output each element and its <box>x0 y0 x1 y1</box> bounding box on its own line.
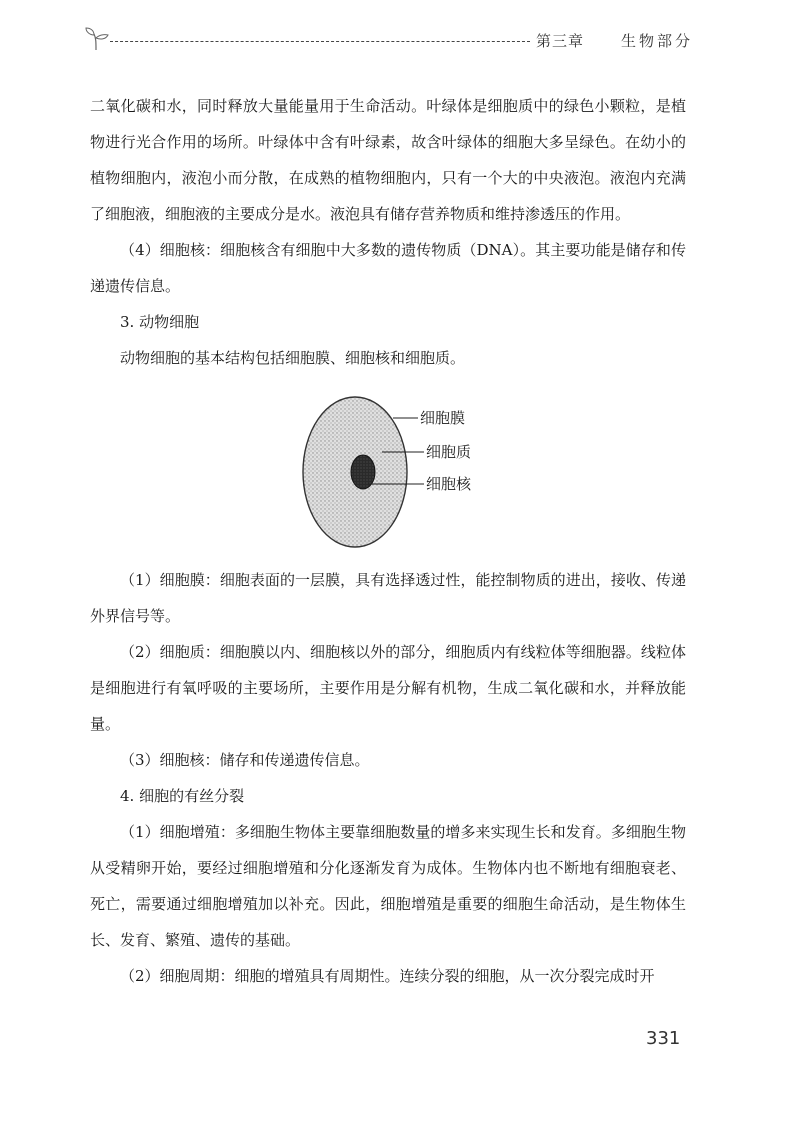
paragraph: （4）细胞核：细胞核含有细胞中大多数的遗传物质（DNA）。其主要功能是储存和传递遗传信息。 <box>90 241 686 295</box>
page-number: 331 <box>646 1028 681 1049</box>
paragraph: 动物细胞的基本结构包括细胞膜、细胞核和细胞质。 <box>120 349 466 367</box>
paragraph: （1）细胞增殖：多细胞生物体主要靠细胞数量的增多来实现生长和发育。多细胞生物从受精卵开始，要经过细胞增殖和分化逐渐发育为成体。生物体内也不断地有细胞衰老、死亡，需要通过细胞增殖加以补充。因此，细胞增殖是重要的细胞生命活动，是生物体生长、发育、繁殖、遗传的基础。 <box>90 823 686 949</box>
sprout-icon <box>84 26 110 52</box>
page-header <box>84 24 694 64</box>
animal-cell-figure <box>90 392 686 552</box>
animal-cell-diagram <box>300 392 520 552</box>
subsection-heading: 4. 细胞的有丝分裂 <box>120 787 245 805</box>
paragraph: （3）细胞核：储存和传递遗传信息。 <box>120 751 370 769</box>
cytoplasm-label: 细胞质 <box>426 443 472 461</box>
subsection-heading: 3. 动物细胞 <box>120 313 200 331</box>
paragraph: （2）细胞周期：细胞的增殖具有周期性。连续分裂的细胞，从一次分裂完成时开 <box>120 967 655 985</box>
paragraph: （1）细胞膜：细胞表面的一层膜，具有选择透过性，能控制物质的进出，接收、传递外界信号等。 <box>90 571 686 625</box>
membrane-label: 细胞膜 <box>420 409 466 427</box>
nucleus-label: 细胞核 <box>426 475 472 493</box>
page-body <box>90 88 686 994</box>
header-rule <box>110 41 530 42</box>
paragraph: 二氧化碳和水，同时释放大量能量用于生命活动。叶绿体是细胞质中的绿色小颗粒，是植物进行光合作用的场所。叶绿体中含有叶绿素，故含叶绿体的细胞大多呈绿色。在幼小的植物细胞内，液泡小而分散，在成熟的植物细胞内，只有一个大的中央液泡。液泡内充满了细胞液，细胞液的主要成分是水。液泡具有储存营养物质和维持渗透压的作用。 <box>90 97 686 223</box>
paragraph: （2）细胞质：细胞膜以内、细胞核以外的部分，细胞质内有线粒体等细胞器。线粒体是细胞进行有氧呼吸的主要场所，主要作用是分解有机物，生成二氧化碳和水，并释放能量。 <box>90 643 686 733</box>
section-title: 生物部分 <box>621 32 694 50</box>
chapter-label: 第三章 <box>536 32 585 50</box>
